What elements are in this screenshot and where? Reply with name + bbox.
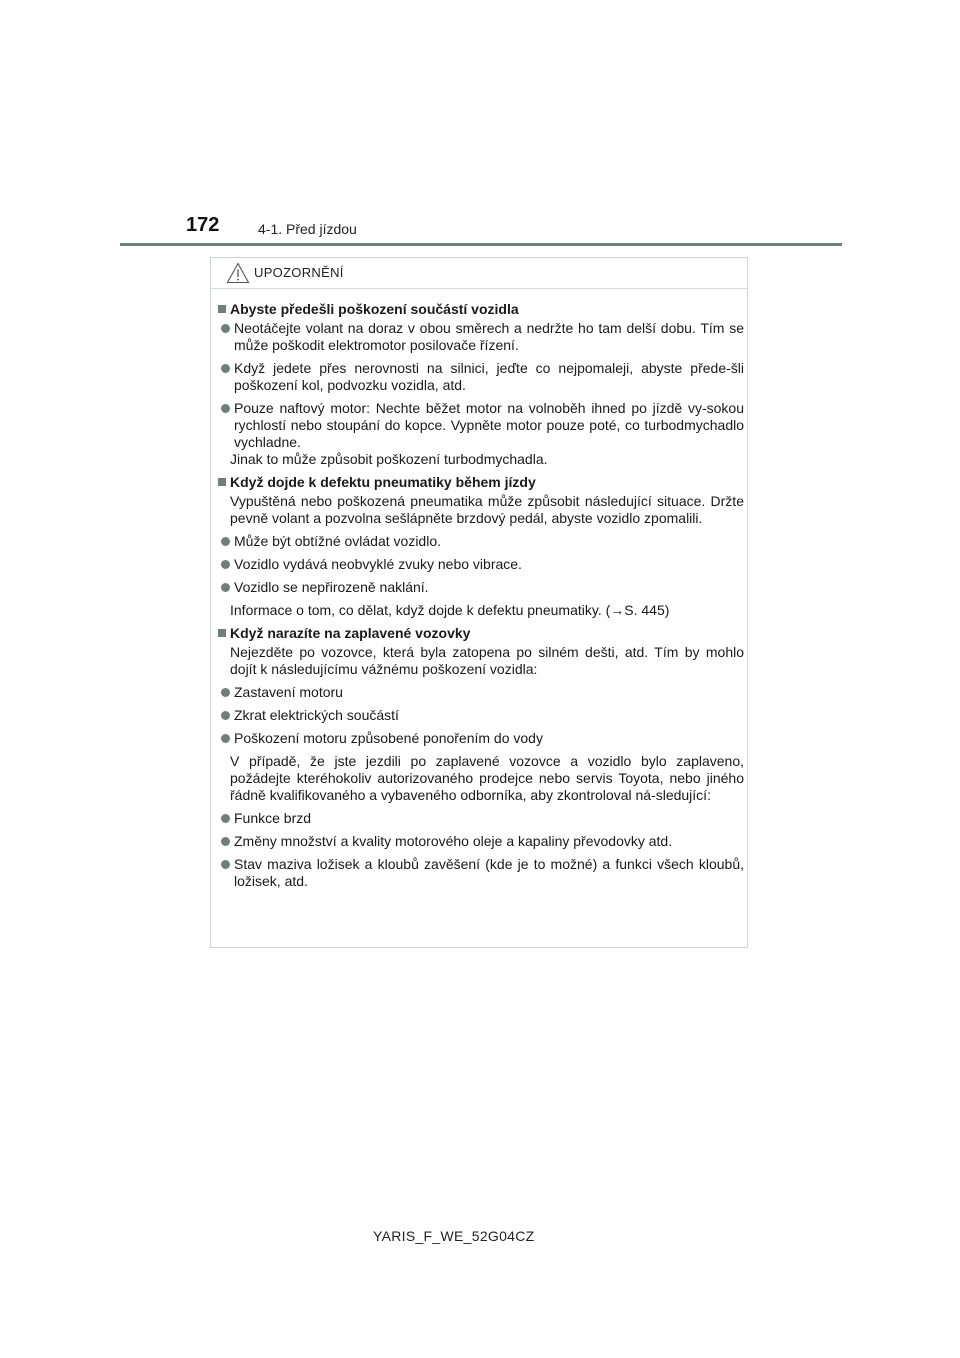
paragraph: Informace o tom, co dělat, když dojde k defektu pneumatiky. (→S. 445) [230, 602, 670, 618]
list-item-text: Vozidlo vydává neobvyklé zvuky nebo vibrace. [234, 556, 522, 572]
list-item [218, 856, 744, 890]
warning-header [211, 258, 747, 289]
warning-triangle-icon [226, 262, 250, 289]
section-heading [218, 625, 744, 642]
list-item-text: Může být obtížné ovládat vozidlo. [234, 533, 442, 549]
bullet-dot-icon [221, 404, 230, 413]
bullet-dot-icon [221, 364, 230, 373]
square-bullet-icon [218, 305, 226, 313]
square-bullet-icon [218, 629, 226, 637]
list-item-text: Vozidlo se nepřirozeně naklání. [234, 579, 429, 595]
list-item [218, 684, 744, 701]
list-item-text: Změny množství a kvality motorového oleje a kapaliny převodovky atd. [234, 833, 673, 849]
heading-text: Abyste předešli poškození součástí vozidla [230, 301, 519, 317]
bullet-dot-icon [221, 537, 230, 546]
list-item [218, 833, 744, 850]
paragraph: Nejezděte po vozovce, která byla zatopena po silném dešti, atd. Tím by mohlo dojít k následujícímu vážnému poškození vozidla: [230, 644, 744, 677]
list-item [218, 400, 744, 451]
header-rule [120, 243, 842, 246]
list-item-text: Funkce brzd [234, 810, 312, 826]
list-item [218, 360, 744, 394]
warning-title: UPOZORNĚNÍ [254, 265, 344, 280]
bullet-dot-icon [221, 324, 230, 333]
paragraph: Jinak to může způsobit poškození turbodmychadla. [230, 451, 548, 467]
list-item [218, 810, 744, 827]
list-item [218, 556, 744, 573]
list-item [218, 730, 744, 747]
section-flat-tire [218, 474, 744, 619]
list-item-text: Pouze naftový motor: Nechte běžet motor na volnoběh ihned po jízdě vy-sokou rychlostí nebo stoupání do kopce. Vypněte motor pouze poté, co turbodmychadlo vychladne. [234, 400, 744, 450]
section-title: 4-1. Před jízdou [258, 221, 357, 237]
list-item [218, 707, 744, 724]
list-item-text: Stav maziva ložisek a kloubů zavěšení (kde je to možné) a funkci všech kloubů, ložisek, atd. [234, 856, 744, 889]
bullet-dot-icon [221, 688, 230, 697]
warning-body [218, 301, 744, 896]
paragraph: V případě, že jste jezdili po zaplavené vozovce a vozidlo bylo zaplaveno, požádejte kteréhokoliv autorizovaného prodejce nebo servis Toyota, nebo jiného řádně kvalifikovaného a vybaveného odborníka, aby zkontroloval ná-sledující: [230, 753, 744, 803]
list-item-text: Neotáčejte volant na doraz v obou směrech a nedržte ho tam delší dobu. Tím se může poškodit elektromotor posilovače řízení. [234, 320, 744, 353]
section-flooded-roads [218, 625, 744, 890]
bullet-dot-icon [221, 583, 230, 592]
warning-box [210, 257, 748, 948]
bullet-dot-icon [221, 711, 230, 720]
list-item [218, 533, 744, 550]
bullet-dot-icon [221, 860, 230, 869]
square-bullet-icon [218, 478, 226, 486]
document-code: YARIS_F_WE_52G04CZ [373, 1228, 535, 1244]
heading-text: Když narazíte na zaplavené vozovky [230, 625, 471, 641]
bullet-dot-icon [221, 560, 230, 569]
paragraph: Vypuštěná nebo poškozená pneumatika může způsobit následující situace. Držte pevně volant a pozvolna sešlápněte brzdový pedál, abyste vozidlo zpomalili. [230, 493, 744, 526]
list-item-text: Zastavení motoru [234, 684, 343, 700]
list-item-text: Poškození motoru způsobené ponořením do vody [234, 730, 543, 746]
section-heading [218, 474, 744, 491]
page-number: 172 [186, 214, 220, 236]
bullet-dot-icon [221, 837, 230, 846]
heading-text: Když dojde k defektu pneumatiky během jízdy [230, 474, 536, 490]
bullet-dot-icon [221, 814, 230, 823]
section-component-damage [218, 301, 744, 468]
list-item [218, 579, 744, 596]
list-item-text: Když jedete přes nerovnosti na silnici, jeďte co nejpomaleji, abyste přede-šli poškození kol, podvozku vozidla, atd. [234, 360, 744, 393]
section-heading [218, 301, 744, 318]
list-item-text: Zkrat elektrických součástí [234, 707, 399, 723]
list-item [218, 320, 744, 354]
bullet-dot-icon [221, 734, 230, 743]
